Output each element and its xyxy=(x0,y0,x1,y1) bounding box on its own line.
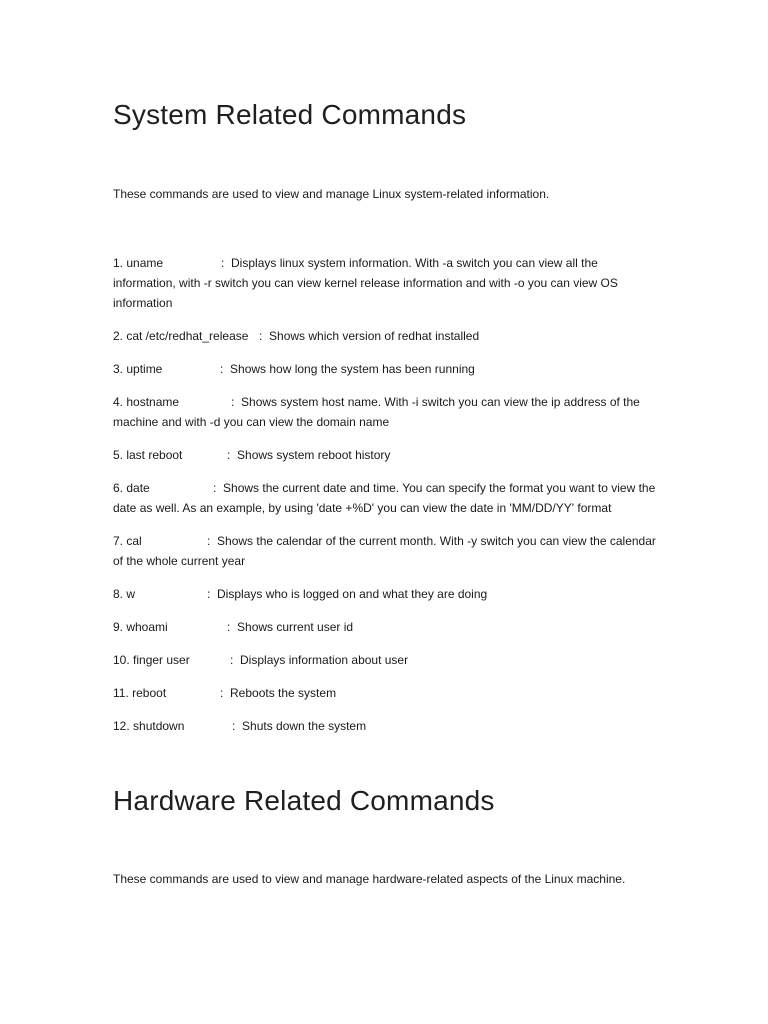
system-commands-intro: These commands are used to view and manage Linux system-related information. xyxy=(113,187,550,201)
command-separator: : xyxy=(231,395,235,409)
list-item xyxy=(113,617,658,637)
command-name: 1. uname xyxy=(113,256,164,270)
command-separator: : xyxy=(259,329,263,343)
list-item xyxy=(113,716,658,736)
list-item xyxy=(113,445,658,465)
list-item xyxy=(113,253,658,313)
list-item xyxy=(113,584,658,604)
list-item xyxy=(113,359,658,379)
command-description: Displays linux system information. With -a switch you can view all the information, with -r switch you can view kernel release information and with -o you can view OS information xyxy=(113,256,618,310)
list-item xyxy=(113,531,658,571)
command-name: 5. last reboot xyxy=(113,448,183,462)
command-name: 12. shutdown xyxy=(113,719,185,733)
command-name: 6. date xyxy=(113,481,150,495)
command-description: Shows which version of redhat installed xyxy=(269,329,480,343)
command-description: Reboots the system xyxy=(230,686,337,700)
hardware-commands-heading: Hardware Related Commands xyxy=(113,785,495,816)
command-separator: : xyxy=(213,481,217,495)
command-description: Shows system reboot history xyxy=(237,448,391,462)
command-separator: : xyxy=(227,620,231,634)
command-name: 4. hostname xyxy=(113,395,180,409)
command-description: Shows current user id xyxy=(237,620,354,634)
command-separator: : xyxy=(232,719,236,733)
command-name: 3. uptime xyxy=(113,362,163,376)
command-name: 7. cal xyxy=(113,534,142,548)
list-item xyxy=(113,650,658,670)
command-separator: : xyxy=(230,653,234,667)
command-description: Shows the calendar of the current month. With -y switch you can view the calendar of the whole current year xyxy=(113,534,656,568)
command-description: Displays information about user xyxy=(240,653,409,667)
hardware-commands-intro: These commands are used to view and manage hardware-related aspects of the Linux machine. xyxy=(113,872,626,886)
command-description: Shuts down the system xyxy=(242,719,367,733)
command-description: Shows the current date and time. You can specify the format you want to view the date as well. As an example, by using 'date +%D' you can view the date in 'MM/DD/YY' format xyxy=(113,481,656,515)
command-name: 8. w xyxy=(113,587,136,601)
document-content xyxy=(113,96,658,889)
command-separator: : xyxy=(207,534,211,548)
system-commands-heading: System Related Commands xyxy=(113,99,467,130)
command-description: Shows how long the system has been running xyxy=(230,362,475,376)
command-description: Shows system host name. With -i switch you can view the ip address of the machine and with -d you can view the domain name xyxy=(113,395,640,429)
command-name: 10. finger user xyxy=(113,653,190,667)
list-item xyxy=(113,683,658,703)
list-item xyxy=(113,392,658,432)
command-description: Displays who is logged on and what they are doing xyxy=(217,587,488,601)
command-separator: : xyxy=(220,686,224,700)
list-item xyxy=(113,478,658,518)
command-separator: : xyxy=(207,587,211,601)
command-separator: : xyxy=(221,256,225,270)
system-commands-list xyxy=(113,253,658,736)
command-name: 2. cat /etc/redhat_release xyxy=(113,329,249,343)
command-name: 9. whoami xyxy=(113,620,168,634)
command-name: 11. reboot xyxy=(113,686,167,700)
command-separator: : xyxy=(220,362,224,376)
command-separator: : xyxy=(227,448,231,462)
list-item xyxy=(113,326,658,346)
